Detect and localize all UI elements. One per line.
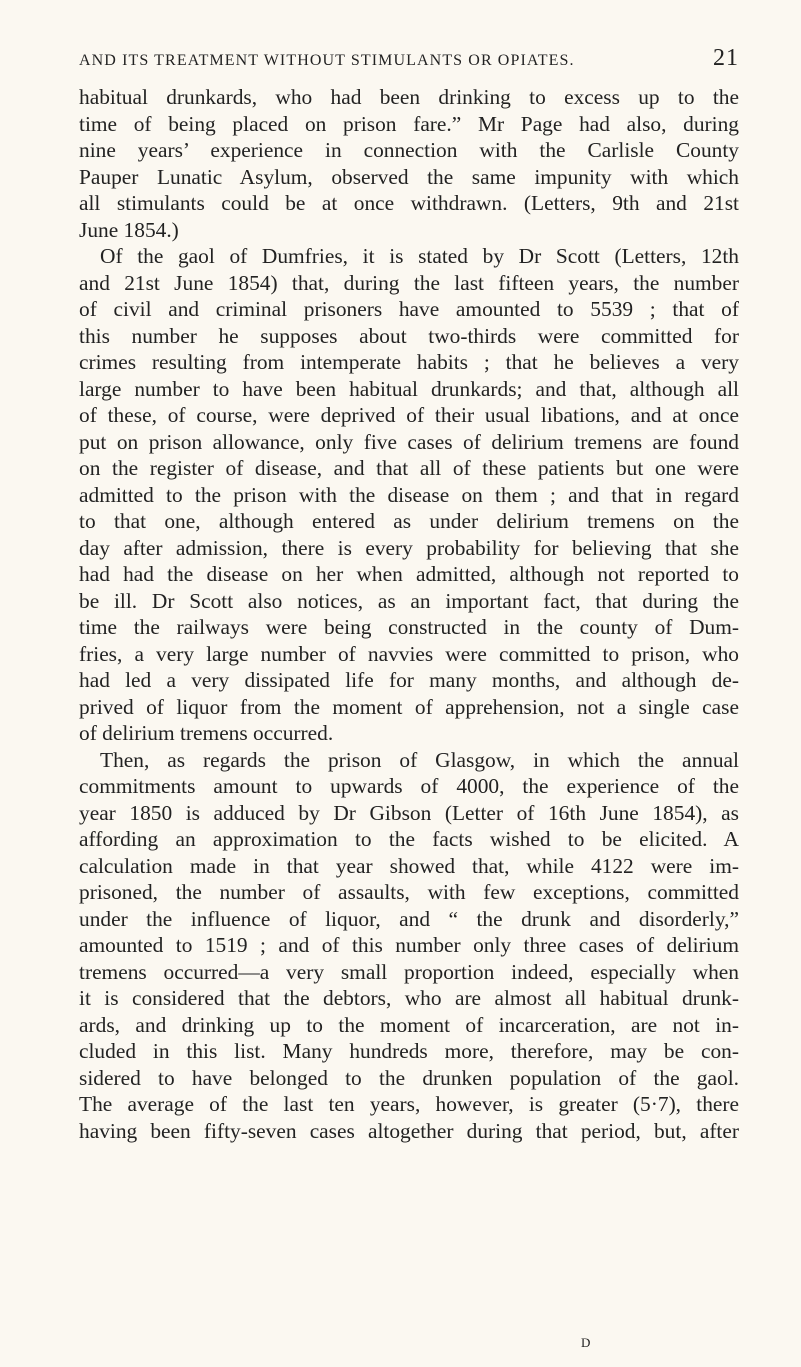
text-line: June 1854.) — [79, 217, 179, 242]
text-line: prived of liquor from the moment of apprehension, not a single case — [79, 694, 739, 719]
text-line: of these, of course, were deprived of their usual libations, and at once — [79, 403, 739, 427]
text-line: be ill. Dr Scott also notices, as an important fact, that during the — [79, 588, 739, 613]
text-line: Pauper Lunatic Asylum, observed the same impunity with which — [79, 164, 739, 189]
text-line: it is considered that the debtors, who are almost all habitual drunk- — [79, 986, 739, 1010]
running-title: AND ITS TREATMENT WITHOUT STIMULANTS OR OPIATES. — [79, 52, 575, 69]
text-line: nine years’ experience in connection with the Carlisle County — [79, 138, 739, 162]
text-line: cluded in this list. Many hundreds more, therefore, may be con- — [79, 1039, 739, 1063]
signature-mark: D — [581, 1335, 592, 1350]
text-line: habitual drunkards, who had been drinking to excess up to the — [79, 85, 739, 109]
text-line: year 1850 is adduced by Dr Gibson (Letter of 16th June 1854), as — [79, 800, 739, 825]
text-line: amounted to 1519 ; and of this number only three cases of delirium — [79, 933, 739, 957]
text-line: prisoned, the number of assaults, with few exceptions, committed — [79, 880, 739, 904]
page-number: 21 — [713, 45, 739, 71]
text-line: calculation made in that year showed that, while 4122 were im- — [79, 853, 739, 878]
text-line: to that one, although entered as under delirium tremens on the — [79, 509, 739, 533]
text-line: tremens occurred—a very small proportion indeed, especially when — [79, 959, 739, 984]
text-line: Then, as regards the prison of Glasgow, in which the annual — [100, 747, 739, 772]
text-line: all stimulants could be at once withdrawn. (Letters, 9th and 21st — [79, 191, 739, 215]
text-line: had had the disease on her when admitted, although not reported to — [79, 562, 739, 586]
text-line: crimes resulting from intemperate habits ; that he believes a very — [79, 350, 739, 374]
text-line: large number to have been habitual drunkards; and that, although all — [79, 376, 739, 401]
text-line: ards, and drinking up to the moment of incarceration, are not in- — [79, 1012, 739, 1037]
text-line: having been fifty-seven cases altogether during that period, but, after — [79, 1118, 739, 1143]
text-line: time the railways were being constructed in the county of Dum- — [79, 615, 739, 639]
text-line: had led a very dissipated life for many months, and although de- — [79, 668, 739, 692]
text-line: admitted to the prison with the disease on them ; and that in regard — [79, 482, 739, 507]
body-text — [79, 84, 739, 1144]
text-line: Of the gaol of Dumfries, it is stated by Dr Scott (Letters, 12th — [100, 244, 739, 268]
text-line: The average of the last ten years, however, is greater (5·7), there — [79, 1092, 739, 1116]
text-line: time of being placed on prison fare.” Mr Page had also, during — [79, 111, 739, 136]
text-line: fries, a very large number of navvies were committed to prison, who — [79, 641, 739, 666]
text-line: sidered to have belonged to the drunken population of the gaol. — [79, 1065, 739, 1090]
running-head — [79, 44, 739, 74]
text-line: this number he supposes about two-thirds were committed for — [79, 323, 739, 348]
text-line: day after admission, there is every probability for believing that she — [79, 535, 739, 560]
text-line: commitments amount to upwards of 4000, the experience of the — [79, 774, 739, 798]
text-line: under the influence of liquor, and “ the drunk and disorderly,” — [79, 906, 739, 931]
text-line: of delirium tremens occurred. — [79, 721, 334, 745]
text-line: on the register of disease, and that all of these patients but one were — [79, 456, 739, 480]
text-line: and 21st June 1854) that, during the last fifteen years, the number — [79, 270, 739, 295]
text-line: put on prison allowance, only five cases of delirium tremens are found — [79, 429, 739, 454]
text-line: affording an approximation to the facts wished to be elicited. A — [79, 827, 739, 851]
text-line: of civil and criminal prisoners have amounted to 5539 ; that of — [79, 297, 739, 321]
